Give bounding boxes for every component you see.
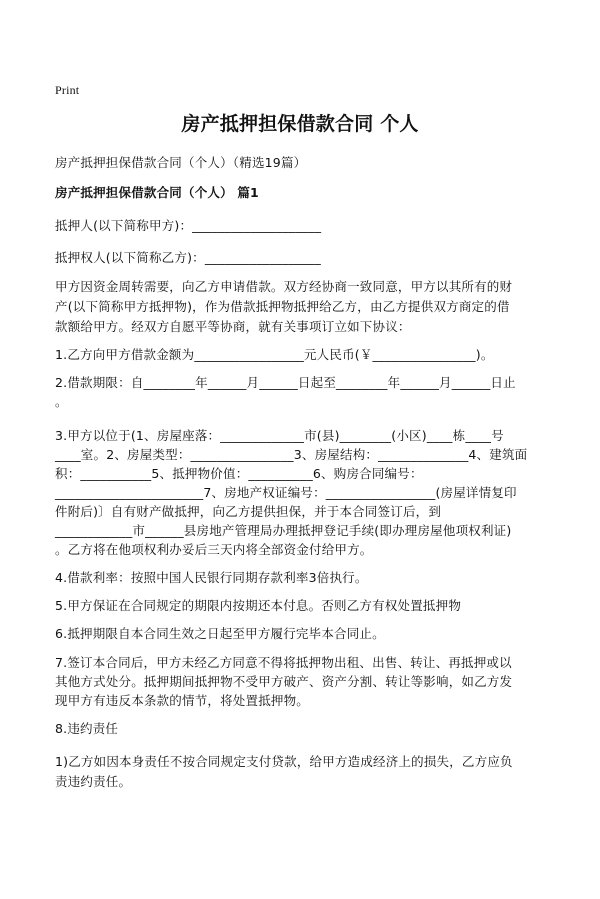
section-heading: 房产抵押担保借款合同（个人） 篇1 <box>55 185 259 200</box>
contract-line: 甲方因资金周转需要，向乙方申请借款。双方经协商一致同意，甲方以其所有的财 <box>55 279 513 294</box>
contract-line: 6.抵押期限自本合同生效之日起至甲方履行完毕本合同止。 <box>55 626 385 641</box>
contract-line: 7.签订本合同后，甲方未经乙方同意不得将抵押物出租、出售、转让、再抵押或以 <box>55 655 512 670</box>
contract-line: ____室。2、房屋类型：________________3、房屋结构：______________4、建筑面 <box>55 447 528 462</box>
contract-line: 1)乙方如因本身责任不按合同规定支付贷款，给甲方造成经济上的损失，乙方应负 <box>55 754 513 769</box>
print-label: Print <box>55 83 80 97</box>
contract-line: 抵押人(以下简称甲方)：____________________ <box>55 218 322 233</box>
contract-line: 3.甲方以位于(1、房屋座落：_____________市(县)________(小区)____栋____号 <box>55 428 504 443</box>
contract-line: 积：___________5、抵押物价值：__________6、购房合同编号： <box>55 466 423 481</box>
contract-line: ____________市______县房地产管理局办理抵押登记手续(即办理房屋他项权利证) <box>55 523 512 538</box>
subtitle: 房产抵押担保借款合同（个人）（精选19篇） <box>55 155 307 170</box>
contract-line: _______________________7、房地产权证编号：_________________(房屋详情复印 <box>55 485 517 500</box>
contract-line: 。 <box>55 394 68 409</box>
contract-line: 其他方式处分。抵押期间抵押物不受甲方破产、资产分割、转让等影响，如乙方发 <box>55 674 513 689</box>
contract-line: 8.违约责任 <box>55 721 119 736</box>
contract-line: 责违约责任。 <box>55 774 132 789</box>
contract-line: 款额给甲方。经双方自愿平等协商，就有关事项订立如下协议： <box>55 319 411 334</box>
document-title: 房产抵押担保借款合同 个人 <box>181 113 419 135</box>
contract-line: 2.借款期限：自________年______月______日起至________年______月______日止 <box>55 375 516 390</box>
contract-line: 。乙方将在他项权利办妥后三天内将全部资金付给甲方。 <box>55 542 373 557</box>
contract-line: 件附后)〕自有财产做抵押，向乙方提供担保，并于本合同签订后，到 <box>55 504 442 519</box>
contract-line: 4.借款利率：按照中国人民银行同期存款利率3倍执行。 <box>55 570 368 585</box>
contract-line: 现甲方有违反本条款的情节，将处置抵押物。 <box>55 693 310 708</box>
contract-line: 1.乙方向甲方借款金额为_________________元人民币(￥________________)。 <box>55 347 494 362</box>
contract-line: 5.甲方保证在合同规定的期限内按期还本付息。否则乙方有权处置抵押物 <box>55 598 462 613</box>
contract-line: 抵押权人(以下简称乙方)：__________________ <box>55 250 321 265</box>
contract-line: 产(以下简称甲方抵押物)，作为借款抵押物抵押给乙方，由乙方提供双方商定的借 <box>55 299 510 314</box>
